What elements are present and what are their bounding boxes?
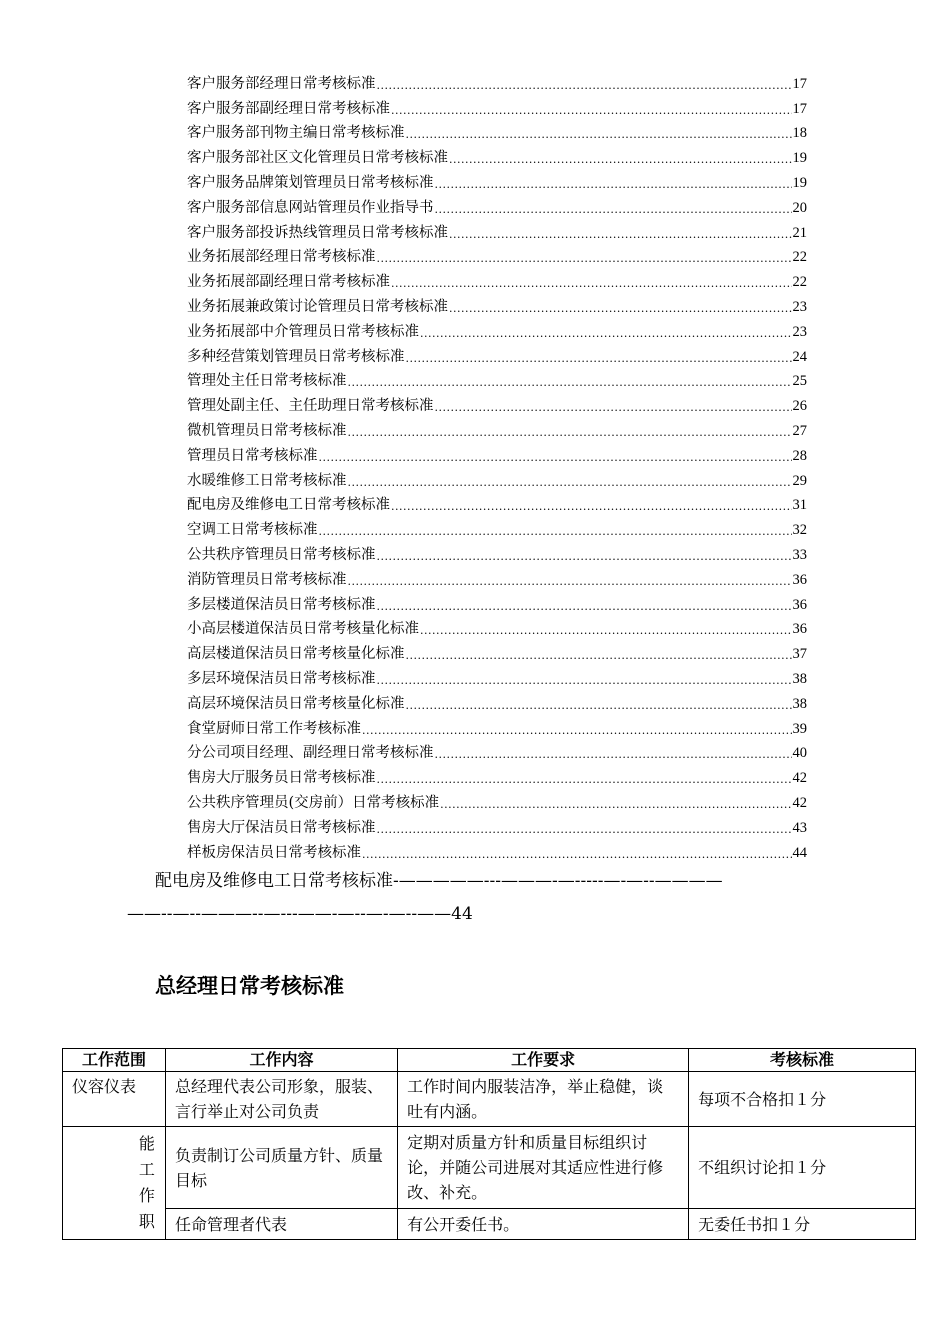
toc-leader-dots [406, 351, 792, 367]
toc-extra-line-continued: ——--—--———--—---——-—--—-—--——44 [127, 904, 473, 924]
toc-entry-page: 19 [792, 174, 807, 191]
header-content: 工作内容 [165, 1049, 397, 1072]
toc-entry-page: 17 [792, 75, 807, 92]
toc-leader-dots [377, 822, 792, 838]
toc-entry-title: 售房大厅保洁员日常考核标准 [187, 819, 376, 836]
toc-entry-page: 42 [792, 770, 807, 787]
toc-entry-page: 22 [792, 249, 807, 266]
scope-char: 能 [138, 1134, 155, 1153]
toc-entry-page: 38 [792, 670, 807, 687]
toc-leader-dots [435, 202, 792, 218]
toc-entry-page: 37 [792, 646, 807, 663]
toc-leader-dots [377, 673, 792, 689]
table-row [63, 1072, 916, 1127]
toc-leader-dots [377, 772, 792, 788]
toc-leader-dots [406, 698, 792, 714]
toc-entry[interactable] [187, 565, 807, 590]
toc-entry[interactable] [187, 763, 807, 788]
scope-char: 职 [138, 1212, 155, 1231]
toc-entry[interactable] [187, 342, 807, 367]
toc-leader-dots [449, 152, 792, 168]
toc-entry-title: 公共秩序管理员(交房前）日常考核标准 [187, 794, 440, 811]
cell-requirement: 定期对质量方针和质量目标组织讨论，并随公司进展对其适应性进行修改、补充。 [398, 1127, 689, 1209]
toc-entry[interactable] [187, 94, 807, 119]
toc-entry[interactable] [187, 491, 807, 516]
toc-leader-dots [348, 574, 792, 590]
toc-leader-dots [406, 127, 792, 143]
toc-entry-page: 26 [792, 398, 807, 415]
toc-entry[interactable] [187, 714, 807, 739]
toc-entry[interactable] [187, 515, 807, 540]
toc-entry[interactable] [187, 813, 807, 838]
toc-leader-dots [391, 103, 792, 119]
toc-entry-page: 36 [792, 621, 807, 638]
toc-entry-page: 27 [792, 422, 807, 439]
toc-entry-page: 40 [792, 745, 807, 762]
toc-leader-dots [420, 623, 792, 639]
toc-entry-title: 多种经营策划管理员日常考核标准 [187, 348, 405, 365]
toc-entry[interactable] [187, 168, 807, 193]
toc-entry[interactable] [187, 639, 807, 664]
cell-content: 任命管理者代表 [165, 1209, 397, 1240]
toc-entry-page: 33 [792, 546, 807, 563]
toc-entry-page: 31 [792, 497, 807, 514]
toc-entry-page: 29 [792, 472, 807, 489]
toc-entry-title: 客户服务品牌策划管理员日常考核标准 [187, 174, 434, 191]
toc-leader-dots [348, 475, 792, 491]
toc-entry[interactable] [187, 788, 807, 813]
cell-standard: 无委任书扣１分 [689, 1209, 916, 1240]
toc-entry[interactable] [187, 739, 807, 764]
header-requirement: 工作要求 [398, 1049, 689, 1072]
table-of-contents [187, 69, 807, 863]
table-row [63, 1127, 916, 1209]
header-standard: 考核标准 [689, 1049, 916, 1072]
toc-leader-dots [319, 524, 792, 540]
toc-entry-title: 客户服务部投诉热线管理员日常考核标准 [187, 224, 448, 241]
section-heading: 总经理日常考核标准 [155, 974, 344, 998]
toc-entry-title: 管理员日常考核标准 [187, 447, 318, 464]
toc-entry-page: 19 [792, 150, 807, 167]
toc-entry-page: 22 [792, 274, 807, 291]
toc-entry-title: 客户服务部副经理日常考核标准 [187, 100, 390, 117]
toc-entry-title: 客户服务部经理日常考核标准 [187, 75, 376, 92]
table-row [63, 1209, 916, 1240]
toc-entry-title: 多层环境保洁员日常考核标准 [187, 670, 376, 687]
toc-entry-page: 25 [792, 373, 807, 390]
toc-entry-title: 分公司项目经理、副经理日常考核标准 [187, 745, 434, 762]
toc-entry-page: 43 [792, 819, 807, 836]
toc-entry-page: 39 [792, 720, 807, 737]
toc-entry[interactable] [187, 441, 807, 466]
cell-requirement: 有公开委任书。 [398, 1209, 689, 1240]
toc-entry[interactable] [187, 69, 807, 94]
header-scope: 工作范围 [63, 1049, 166, 1072]
toc-entry[interactable] [187, 838, 807, 863]
toc-leader-dots [435, 400, 792, 416]
toc-entry-title: 客户服务部刊物主编日常考核标准 [187, 125, 405, 142]
toc-entry[interactable] [187, 590, 807, 615]
cell-content: 总经理代表公司形象，服装、言行举止对公司负责 [165, 1072, 397, 1127]
toc-leader-dots [406, 648, 792, 664]
toc-entry[interactable] [187, 243, 807, 268]
toc-entry-title: 管理处副主任、主任助理日常考核标准 [187, 398, 434, 415]
toc-leader-dots [377, 599, 792, 615]
toc-entry[interactable] [187, 664, 807, 689]
toc-entry-page: 44 [792, 844, 807, 861]
toc-entry-page: 32 [792, 522, 807, 539]
toc-entry-page: 36 [792, 571, 807, 588]
toc-leader-dots [348, 375, 792, 391]
toc-entry-title: 样板房保洁员日常考核标准 [187, 844, 361, 861]
toc-entry-title: 业务拓展兼政策讨论管理员日常考核标准 [187, 298, 448, 315]
toc-leader-dots [391, 499, 792, 515]
toc-entry-title: 高层环境保洁员日常考核量化标准 [187, 695, 405, 712]
toc-leader-dots [362, 847, 792, 863]
toc-leader-dots [348, 425, 792, 441]
toc-entry-page: 42 [792, 794, 807, 811]
toc-entry[interactable] [187, 391, 807, 416]
toc-entry[interactable] [187, 416, 807, 441]
toc-entry-title: 微机管理员日常考核标准 [187, 422, 347, 439]
toc-entry-title: 公共秩序管理员日常考核标准 [187, 546, 376, 563]
toc-entry-title: 食堂厨师日常工作考核标准 [187, 720, 361, 737]
toc-entry-page: 24 [792, 348, 807, 365]
toc-entry-title: 业务拓展部经理日常考核标准 [187, 249, 376, 266]
toc-entry-title: 业务拓展部中介管理员日常考核标准 [187, 323, 419, 340]
toc-entry[interactable] [187, 193, 807, 218]
toc-entry-page: 21 [792, 224, 807, 241]
toc-entry[interactable] [187, 689, 807, 714]
toc-entry-title: 业务拓展部副经理日常考核标准 [187, 274, 390, 291]
toc-entry-page: 17 [792, 100, 807, 117]
toc-entry[interactable] [187, 367, 807, 392]
toc-entry-title: 配电房及维修电工日常考核标准 [187, 497, 390, 514]
toc-entry-title: 管理处主任日常考核标准 [187, 373, 347, 390]
toc-entry-title: 售房大厅服务员日常考核标准 [187, 770, 376, 787]
toc-entry-title: 小高层楼道保洁员日常考核量化标准 [187, 621, 419, 638]
assessment-table [62, 1048, 916, 1240]
toc-leader-dots [377, 251, 792, 267]
toc-entry-title: 空调工日常考核标准 [187, 522, 318, 539]
toc-leader-dots [440, 797, 791, 813]
toc-entry-page: 23 [792, 298, 807, 315]
toc-entry-title: 高层楼道保洁员日常考核量化标准 [187, 646, 405, 663]
scope-char: 作 [138, 1186, 155, 1205]
toc-entry-title: 客户服务部信息网站管理员作业指导书 [187, 199, 434, 216]
toc-leader-dots [391, 276, 792, 292]
toc-entry-page: 18 [792, 125, 807, 142]
toc-entry-title: 多层楼道保洁员日常考核标准 [187, 596, 376, 613]
toc-leader-dots [449, 227, 792, 243]
toc-entry[interactable] [187, 317, 807, 342]
toc-entry-page: 28 [792, 447, 807, 464]
toc-leader-dots [377, 549, 792, 565]
toc-leader-dots [435, 177, 792, 193]
cell-requirement: 工作时间内服装洁净，举止稳健，谈吐有内涵。 [398, 1072, 689, 1127]
cell-standard: 不组织讨论扣１分 [689, 1127, 916, 1209]
cell-standard: 每项不合格扣１分 [689, 1072, 916, 1127]
toc-leader-dots [319, 450, 792, 466]
toc-entry[interactable] [187, 267, 807, 292]
toc-entry-page: 38 [792, 695, 807, 712]
cell-scope-vertical [63, 1127, 166, 1240]
toc-entry-title: 水暖维修工日常考核标准 [187, 472, 347, 489]
scope-char: 工 [138, 1160, 155, 1179]
toc-entry-page: 20 [792, 199, 807, 216]
toc-leader-dots [362, 723, 792, 739]
toc-entry[interactable] [187, 540, 807, 565]
toc-entry-title: 消防管理员日常考核标准 [187, 571, 347, 588]
toc-entry-page: 36 [792, 596, 807, 613]
cell-content: 负责制订公司质量方针、质量目标 [165, 1127, 397, 1209]
toc-leader-dots [377, 78, 792, 94]
toc-entry[interactable] [187, 615, 807, 640]
toc-leader-dots [449, 301, 792, 317]
toc-leader-dots [435, 747, 792, 763]
toc-entry-title: 客户服务部社区文化管理员日常考核标准 [187, 150, 448, 167]
toc-entry[interactable] [187, 143, 807, 168]
toc-entry-page: 23 [792, 323, 807, 340]
toc-leader-dots [420, 326, 792, 342]
toc-entry[interactable] [187, 292, 807, 317]
toc-entry[interactable] [187, 119, 807, 144]
toc-entry[interactable] [187, 466, 807, 491]
cell-scope: 仪容仪表 [63, 1072, 166, 1127]
toc-extra-line: 配电房及维修电工日常考核标准-—————---———-—-----—-—--———— [155, 871, 723, 891]
table-header-row [63, 1049, 916, 1072]
toc-entry[interactable] [187, 218, 807, 243]
